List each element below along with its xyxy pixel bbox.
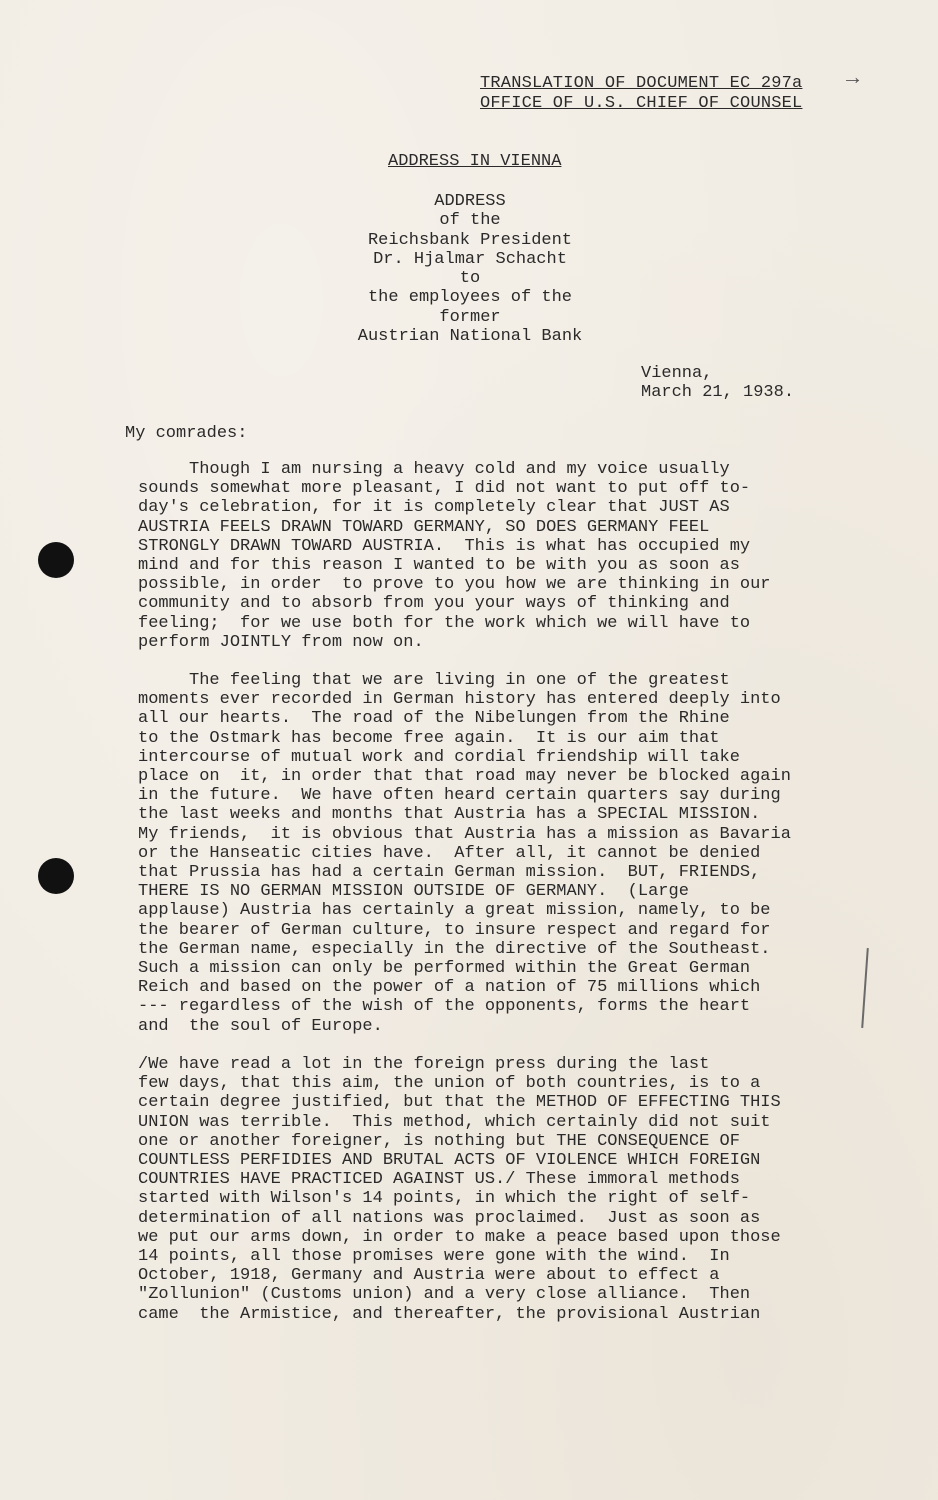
paragraph-line: UNION was terrible. This method, which certainly did not suit	[138, 1112, 771, 1132]
paragraph-line: one or another foreigner, is nothing but THE CONSEQUENCE OF	[138, 1131, 740, 1151]
salutation: My comrades:	[125, 424, 248, 443]
paragraph-line: certain degree justified, but that the METHOD OF EFFECTING THIS	[138, 1093, 781, 1113]
address-line: ADDRESS	[434, 192, 506, 211]
paragraph-line: Though I am nursing a heavy cold and my voice usually	[138, 460, 730, 479]
paragraph-1	[138, 460, 878, 652]
paragraph-line: October, 1918, Germany and Austria were about to effect a	[138, 1266, 720, 1286]
paragraph-line: moments ever recorded in German history has entered deeply into	[138, 690, 781, 710]
address-line: former	[439, 307, 501, 327]
paragraph-line: Reich and based on the power of a nation of 75 millions which	[138, 978, 761, 998]
paragraph-line: in the future. We have often heard certain quarters say during	[138, 786, 781, 806]
paragraph-line: to the Ostmark has become free again. It is our aim that	[138, 728, 720, 748]
punch-hole-lower	[38, 858, 74, 894]
paragraph-line: The feeling that we are living in one of the greatest	[138, 671, 730, 690]
paragraph-line: intercourse of mutual work and cordial friendship will take	[138, 747, 740, 767]
header-office-line: OFFICE OF U.S. CHIEF OF COUNSEL	[480, 94, 803, 113]
paragraph-line: the bearer of German culture, to insure respect and regard for	[138, 920, 771, 940]
paragraph-line: COUNTRIES HAVE PRACTICED AGAINST US./ These immoral methods	[138, 1170, 740, 1190]
paragraph-line: "Zollunion" (Customs union) and a very close alliance. Then	[138, 1285, 751, 1305]
paragraph-2	[138, 671, 878, 1036]
paragraph-line: Such a mission can only be performed within the Great German	[138, 959, 751, 979]
paragraph-line: COUNTLESS PERFIDIES AND BRUTAL ACTS OF VIOLENCE WHICH FOREIGN	[138, 1151, 761, 1171]
paragraph-line: feeling; for we use both for the work which we will have to	[138, 613, 751, 633]
paragraph-line: or the Hanseatic cities have. After all, it cannot be denied	[138, 843, 761, 863]
paragraph-line: My friends, it is obvious that Austria has a mission as Bavaria	[138, 824, 791, 844]
header-translation-line: TRANSLATION OF DOCUMENT EC 297a	[480, 74, 803, 93]
dateline-place: Vienna,	[641, 364, 713, 383]
paragraph-line: mind and for this reason I wanted to be with you as soon as	[138, 556, 740, 576]
address-line: the employees of the	[367, 288, 573, 308]
address-line: of the	[439, 211, 501, 231]
paragraph-line: all our hearts. The road of the Nibelungen from the Rhine	[138, 709, 730, 729]
paragraph-line: came the Armistice, and thereafter, the provisional Austrian	[138, 1304, 761, 1324]
dateline-date: March 21, 1938.	[641, 383, 795, 403]
paragraph-line: community and to absorb from you your ways of thinking and	[138, 594, 730, 614]
address-line: to	[459, 269, 481, 289]
paragraph-line: THERE IS NO GERMAN MISSION OUTSIDE OF GERMANY. (Large	[138, 882, 689, 902]
paragraph-line: started with Wilson's 14 points, in which the right of self-	[138, 1189, 751, 1209]
paragraph-line: --- regardless of the wish of the opponents, forms the heart	[138, 997, 751, 1017]
punch-hole-upper	[38, 542, 74, 578]
paragraph-line: the last weeks and months that Austria has a SPECIAL MISSION.	[138, 805, 761, 825]
paragraph-line: determination of all nations was proclaimed. Just as soon as	[138, 1208, 761, 1228]
paragraph-3	[138, 1055, 878, 1324]
paragraph-line: AUSTRIA FEELS DRAWN TOWARD GERMANY, SO DOES GERMANY FEEL	[138, 517, 710, 537]
paragraph-line: /We have read a lot in the foreign press during the last	[138, 1055, 710, 1074]
paragraph-line: sounds somewhat more pleasant, I did not want to put off to-	[138, 479, 751, 499]
paragraph-line: perform JOINTLY from now on.	[138, 632, 424, 652]
paragraph-line: we put our arms down, in order to make a peace based upon those	[138, 1227, 781, 1247]
dateline	[641, 364, 794, 403]
paragraph-line: and the soul of Europe.	[138, 1016, 383, 1036]
paragraph-line: the German name, especially in the directive of the Southeast.	[138, 939, 771, 959]
check-mark-icon: →	[846, 66, 860, 91]
paragraph-line: few days, that this aim, the union of both countries, is to a	[138, 1074, 761, 1094]
paragraph-line: day's celebration, for it is completely clear that JUST AS	[138, 498, 730, 518]
paragraph-line: applause) Austria has certainly a great mission, namely, to be	[138, 901, 771, 921]
address-line: Dr. Hjalmar Schacht	[373, 249, 567, 269]
address-block	[320, 192, 620, 346]
paragraph-line: STRONGLY DRAWN TOWARD AUSTRIA. This is what has occupied my	[138, 536, 751, 556]
paragraph-line: 14 points, all those promises were gone with the wind. In	[138, 1247, 730, 1267]
address-line: Austrian National Bank	[357, 327, 583, 347]
paragraph-line: possible, in order to prove to you how we are thinking in our	[138, 575, 771, 595]
paragraph-line: that Prussia has had a certain German mission. BUT, FRIENDS,	[138, 863, 761, 883]
address-line: Reichsbank President	[367, 230, 573, 250]
paragraph-line: place on it, in order that that road may never be blocked again	[138, 767, 791, 787]
document-title: ADDRESS IN VIENNA	[388, 152, 562, 171]
